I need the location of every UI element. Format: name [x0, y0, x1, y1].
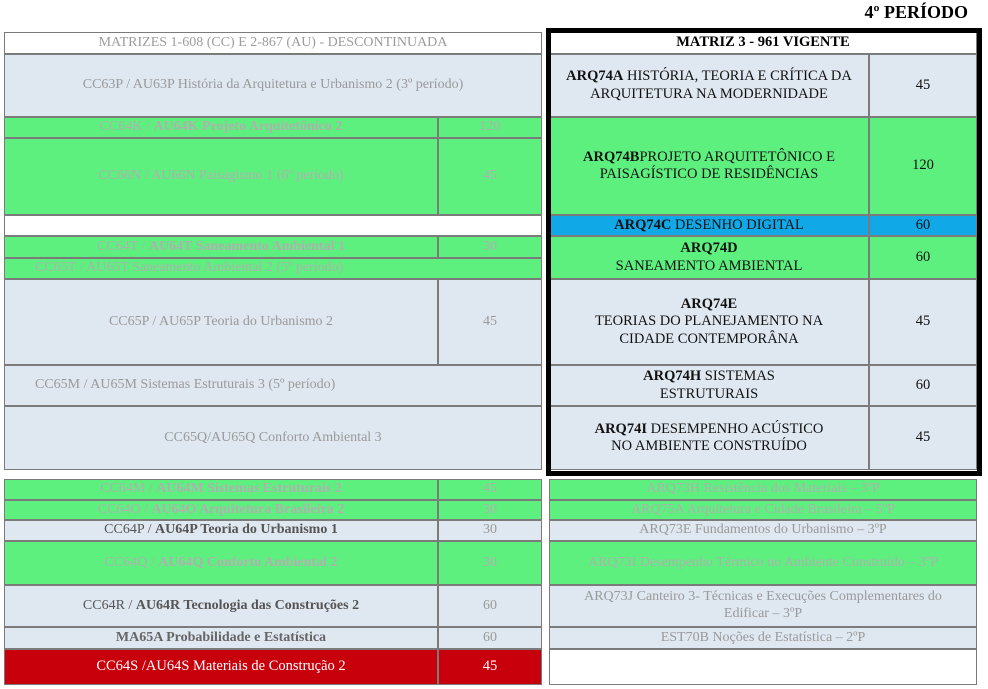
new-course-arq74i-hours: 45	[869, 406, 977, 470]
new-course-arq74e-hours: 45	[869, 279, 977, 365]
old-course-cc64r-hours: 60	[438, 585, 542, 627]
equiv-empty	[549, 649, 977, 685]
old-course-cc63p: CC63P / AU63P História da Arquitetura e Urbanismo 2 (3º período)	[4, 54, 542, 117]
old-course-cc65q: CC65Q/AU65Q Conforto Ambiental 3	[4, 406, 542, 470]
old-course-cc64o-hours: 30	[438, 500, 542, 520]
old-course-cc64s-hours: 45	[438, 649, 542, 685]
old-course-cc64t: CC64T / AU64T Saneamento Ambiental 1	[4, 236, 438, 258]
old-course-cc65p: CC65P / AU65P Teoria do Urbanismo 2	[4, 279, 438, 365]
old-course-cc64k: CC64K / AU64K Projeto Arquitetônico 2	[4, 117, 438, 138]
old-course-ma65a: MA65A Probabilidade e Estatística	[4, 627, 438, 649]
equiv-arq73h: ARQ73H Resistência dos Materiais – 3ºP	[549, 479, 977, 500]
equiv-arq73i: ARQ73I Desempenho Térmico no Ambiente Construído – 3ºP	[549, 541, 977, 585]
old-course-cc65t: CC65T / AU65T Saneamento Ambiental 2 (5º período)	[4, 258, 542, 279]
old-course-cc64q-hours: 30	[438, 541, 542, 585]
new-course-arq74a-hours: 45	[869, 54, 977, 117]
old-course-cc66n-hours: 45	[438, 138, 542, 215]
new-course-arq74i: ARQ74I DESEMPENHO ACÚSTICO NO AMBIENTE CONSTRUÍDO	[549, 406, 869, 470]
old-course-cc65m: CC65M / AU65M Sistemas Estruturais 3 (5º período)	[4, 365, 542, 406]
new-matrix-header: MATRIZ 3 - 961 VIGENTE	[549, 32, 977, 54]
new-course-arq74b: ARQ74BPROJETO ARQUITETÔNICO E PAISAGÍSTICO DE RESIDÊNCIAS	[549, 117, 869, 215]
old-course-cc64t-hours: 30	[438, 236, 542, 258]
old-course-ma65a-hours: 60	[438, 627, 542, 649]
period-label: 4º PERÍODO	[864, 2, 968, 22]
new-course-arq74b-hours: 120	[869, 117, 977, 215]
old-course-cc64s: CC64S /AU64S Materiais de Construção 2	[4, 649, 438, 685]
new-course-arq74d-hours: 60	[869, 236, 977, 279]
old-course-cc65p-hours: 45	[438, 279, 542, 365]
old-course-cc66n: CC66N / AU66N Paisagismo 1 (6º período)	[4, 138, 438, 215]
new-course-arq74c: ARQ74C DESENHO DIGITAL	[549, 215, 869, 236]
new-course-arq74c-hours: 60	[869, 215, 977, 236]
old-course-cc64m-hours: 45	[438, 479, 542, 500]
old-empty-row	[4, 215, 542, 236]
old-matrix-header: MATRIZES 1-608 (CC) E 2-867 (AU) - DESCONTINUADA	[4, 32, 542, 54]
old-course-cc64k-hours: 120	[438, 117, 542, 138]
old-course-cc64p: CC64P / AU64P Teoria do Urbanismo 1	[4, 520, 438, 541]
new-course-arq74d: ARQ74D SANEAMENTO AMBIENTAL	[549, 236, 869, 279]
old-course-cc64o: CC64O / AU64O Arquitetura Brasileira 2	[4, 500, 438, 520]
new-course-arq74h-hours: 60	[869, 365, 977, 406]
old-course-cc64m: CC64M / AU64M Sistemas Estruturais 2	[4, 479, 438, 500]
old-course-cc64r: CC64R / AU64R Tecnologia das Construções 2	[4, 585, 438, 627]
new-course-arq74a: ARQ74A HISTÓRIA, TEORIA E CRÍTICA DA ARQUITETURA NA MODERNIDADE	[549, 54, 869, 117]
new-course-arq74e: ARQ74E TEORIAS DO PLANEJAMENTO NA CIDADE CONTEMPORÂNA	[549, 279, 869, 365]
new-course-arq74h: ARQ74H SISTEMAS ESTRUTURAIS	[549, 365, 869, 406]
equiv-arq73e: ARQ73E Fundamentos do Urbanismo – 3ºP	[549, 520, 977, 541]
equiv-arq73j: ARQ73J Canteiro 3- Técnicas e Execuções Complementares do Edificar – 3ºP	[549, 585, 977, 627]
equiv-est70b: EST70B Noções de Estatística – 2ºP	[549, 627, 977, 649]
old-course-cc64p-hours: 30	[438, 520, 542, 541]
equiv-arq75a: ARQ75A Arquitetura e Cidade Brasileira – 5ºP	[549, 500, 977, 520]
old-course-cc64q: CC64Q / AU64Q Conforto Ambiental 2	[4, 541, 438, 585]
